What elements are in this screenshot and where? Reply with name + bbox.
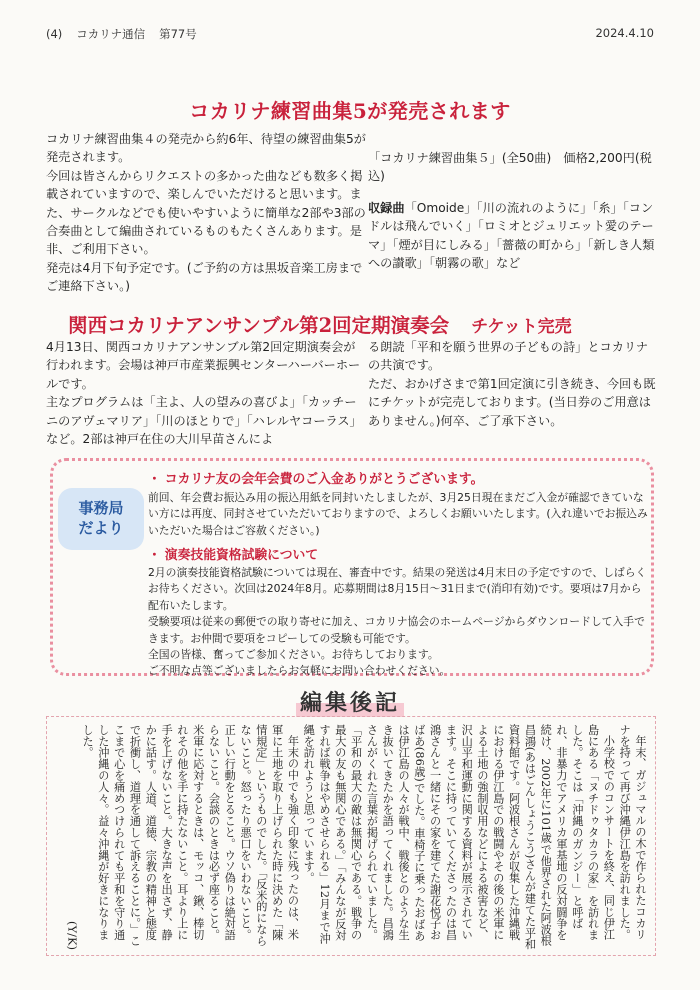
song-list-text: 「Omoide」「川の流れのように」「糸」「コンドルは飛んでいく」「ロミオとジュリエット愛のテーマ」「煙が目にしみる」「薔薇の町から」「新しき人類への讃歌」「朝霧の歌」など [368, 200, 655, 271]
section2-paragraph: 4月13日、関西コカリナアンサンブル第2回定期演奏会が行われます。会場は神戸市産業振興センターハーバーホールです。 [46, 340, 361, 391]
section1-paragraph: 発売は4月下旬予定です。(ご予約の方は黒坂音楽工房までご連絡下さい。) [46, 260, 363, 294]
office-news-badge [58, 488, 144, 550]
concert-title: 関西コカリナアンサンブル第2回定期演奏会 [68, 314, 450, 337]
section1-body-right [368, 149, 660, 272]
notice1-body [148, 490, 648, 539]
notice1-title [148, 468, 483, 487]
section2-body-right [368, 338, 660, 430]
issue-number: 第77号 [159, 27, 197, 41]
notice2-title [148, 544, 318, 563]
editor-note-title-text: 編集後記 [296, 686, 404, 717]
section1-title: コカリナ練習曲集5が発売されます [189, 99, 511, 123]
section1-body-left [46, 130, 366, 296]
badge-line-2: だより [78, 519, 124, 537]
section2-paragraph: る朗読「平和を願う世界の子どもの詩」とコカリナの共演です。 [368, 340, 649, 373]
section2-paragraph: ただ、おかげさまで第1回定演に引き続き、今回も既にチケットが完売しております。(当日券のご用意はありません。)何卒、ご了承下さい。 [368, 376, 656, 428]
page-header-left [46, 26, 211, 42]
section2-body-left [46, 338, 364, 448]
sold-out-label: チケット完売 [471, 317, 572, 337]
song-list [368, 199, 660, 273]
notice2-paragraph: 2月の演奏技能資格試験については現在、審査中です。結果の発送は4月末日の予定ですので、しばらくお待ちください。次回は2024年8月。応募期間は8月15日～31日まで(消印有効)です。要項は7月から配布いたします。 [148, 566, 647, 612]
notice1-text: 前回、年会費お振込み用の振込用紙を同封いたしましたが、3月25日現在まだご入金が確認できていない方には再度、同封させていただいておりますので、よろしくお願いいたします。(入れ違いでお振込みいただいた場合はご容赦ください。) [148, 491, 648, 537]
product-price-line: 「コカリナ練習曲集５」(全50曲) 価格2,200円(税込) [368, 151, 652, 184]
newsletter-name: コカリナ通信 [76, 27, 146, 41]
song-list-label: 収録曲 [368, 200, 405, 215]
editor-paragraph: 年末の中でも強く印象に残ったのは、米軍に土地を取り上げられた時に決めた「陳情規定」というものでした。「反米的にならないこと。怒ったり悪口をいわないこと。正しい行動をとること。ウソ偽りは絶対語らないこと。会談のときは必ず座ること。米軍に応対するときは、モッコ、鍬、棒切れその他を手に持たないこと。耳より上に手を上げないこと。大きな声を出さず、静かに話す。人道、道徳、宗教の精神と態度で折衝し、道理を通して訴えることに。」ここまで心を痛めつけられても平和を守り通した沖縄の人々。益々沖縄が好きになりました。 [81, 724, 300, 947]
notice1-title-text: コカリナ友の会年会費のご入金ありがとうございます。 [164, 472, 484, 487]
badge-line-1: 事務局 [78, 499, 124, 517]
editor-paragraph: 小学校でのコンサートを終え、同じ伊江島にある「ヌチドゥタカラの家」を訪れました。そこは「沖縄のガンジー」と呼ばれ、非暴力でアメリカ軍基地の反対闘争を続け、2002年に101歳で他界された阿波根昌鴻(あはごんしょうこう)さんが建てた平和資料館です。阿波根さんが収集した沖縄戦における伊江島での戦闘やその後の米軍による土地の強制収用などによる被害など、沢山平和運動に関する資料が展示されています。そこに持っていてくださったのは昌鴻さんと一緒にその家を建てた謝花悦子おばあ(86歳)でした。車椅子に乗ったおばあは伊江島の人々が戦中、戦後とのような生き抜いてきたかを語ってくれました。昌鴻さんがくれた言葉が掲げられていました。「平和の最大の敵は無関心である。戦争の最大の友も無関心である。」「みんなが反対すれば戦争はやめさせられる」12月まで沖縄を訪れようと思っています。 [302, 724, 616, 950]
bullet-mark: ・ [148, 472, 161, 487]
editor-signature: (Y/K) [65, 920, 79, 950]
editor-paragraph: 年末、ガジュマルの木で作られたコカリナを持って再び沖縄伊江島を訪れました。 [618, 724, 647, 941]
editor-note-body [56, 724, 648, 950]
notice2-paragraph: ご不明な点等ございましたらお気軽にお問い合わせください。 [148, 664, 451, 678]
section2-paragraph: 主なプログラムは「主よ、人の望みの喜びよ」「カッチーニのアヴェマリア」「川のほとりで」「ハレルヤコーラス」など。2部は神戸在住の大川早苗さんによ [46, 395, 362, 447]
section2-title [68, 310, 572, 338]
notice2-body [148, 565, 648, 680]
editor-note-title [0, 686, 700, 717]
page-number: (4) [46, 27, 63, 41]
notice2-title-text: 演奏技能資格試験について [164, 548, 319, 563]
notice2-paragraph: 受験要項は従来の郵便での取り寄せに加え、コカリナ協会のホームページからダウンロードして入手できます。お仲間で要項をコピーしての受験も可能です。 [148, 615, 645, 645]
bullet-mark: ・ [148, 548, 161, 563]
section1-paragraph: 今回は皆さんからリクエストの多かった曲なども数多く掲載されていますので、楽しんでいただけると思います。また、サークルなどでも使いやすいように簡単な2部や3部の合奏曲として編曲されているものもたくさんあります。是非、ご利用下さい。 [46, 168, 366, 257]
section1-paragraph: コカリナ練習曲集４の発売から約6年、待望の練習曲集5が発売されます。 [46, 132, 366, 165]
issue-date: 2024.4.10 [595, 26, 654, 40]
notice2-paragraph: 全国の皆様、奮ってご参加ください。お待ちしております。 [148, 648, 439, 662]
